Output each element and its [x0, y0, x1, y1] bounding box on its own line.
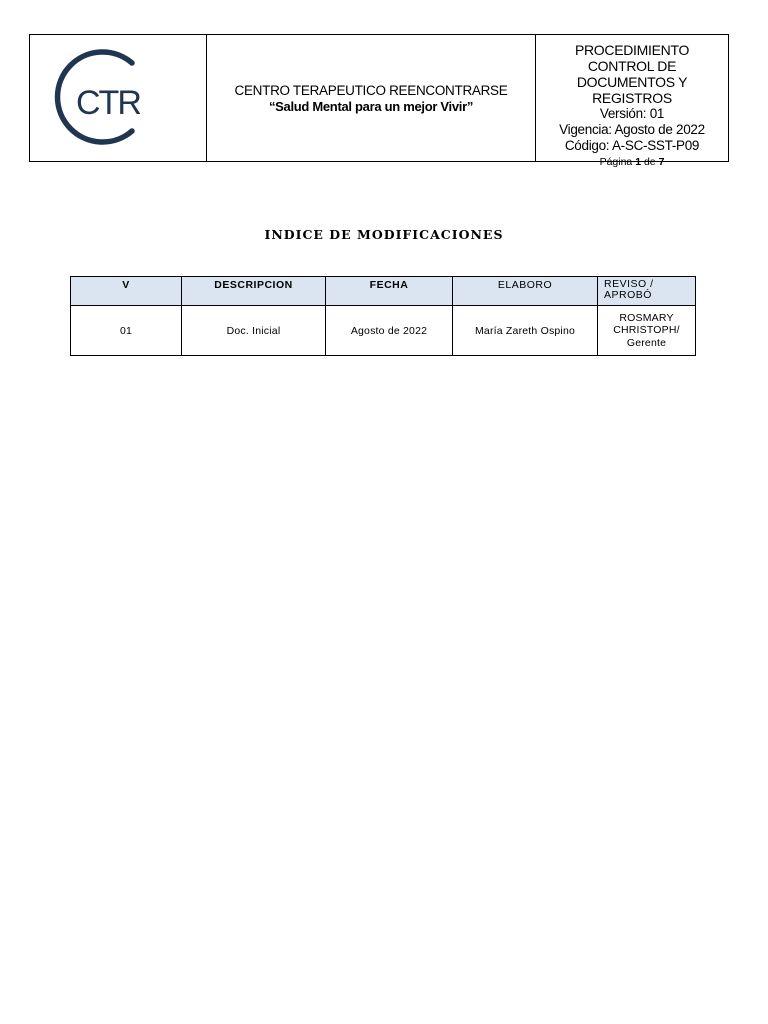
cell-description: Doc. Inicial	[182, 306, 326, 356]
column-header-elaborated: ELABORO	[453, 277, 598, 306]
cell-reviewed: ROSMARY CHRISTOPH/ Gerente	[598, 306, 696, 356]
logo-text: CTR	[76, 84, 140, 122]
code-line: Código: A-SC-SST-P09	[564, 138, 700, 153]
procedure-info-cell	[536, 35, 728, 168]
table-row	[71, 306, 696, 356]
modifications-table	[70, 276, 696, 356]
org-cell	[207, 35, 536, 161]
page-current: 1	[635, 156, 642, 168]
index-title: INDICE DE MODIFICACIONES	[264, 227, 504, 242]
cell-date: Agosto de 2022	[326, 306, 453, 356]
cell-version: 01	[71, 306, 182, 356]
page-total: 7	[658, 156, 665, 168]
page-label: Página	[599, 156, 633, 168]
procedure-title: PROCEDIMIENTO CONTROL DE DOCUMENTOS Y REGISTROS	[574, 42, 690, 106]
column-header-version: V	[71, 277, 182, 306]
validity-line: Vigencia: Agosto de 2022	[559, 122, 705, 137]
org-slogan: “Salud Mental para un mejor Vivir”	[268, 98, 474, 114]
logo-cell	[30, 35, 207, 161]
page-indicator	[600, 156, 665, 168]
cell-elaborated: María Zareth Ospino	[453, 306, 598, 356]
column-header-reviewed: REVISO / APROBÓ	[598, 277, 696, 306]
column-header-description: DESCRIPCION	[182, 277, 326, 306]
ctr-logo	[40, 49, 180, 149]
column-header-date: FECHA	[326, 277, 453, 306]
page-of: de	[643, 156, 656, 168]
document-header	[29, 34, 729, 168]
table-header-row	[71, 277, 696, 306]
version-line: Versión: 01	[599, 106, 665, 121]
org-name: CENTRO TERAPEUTICO REENCONTRARSE	[234, 82, 508, 98]
